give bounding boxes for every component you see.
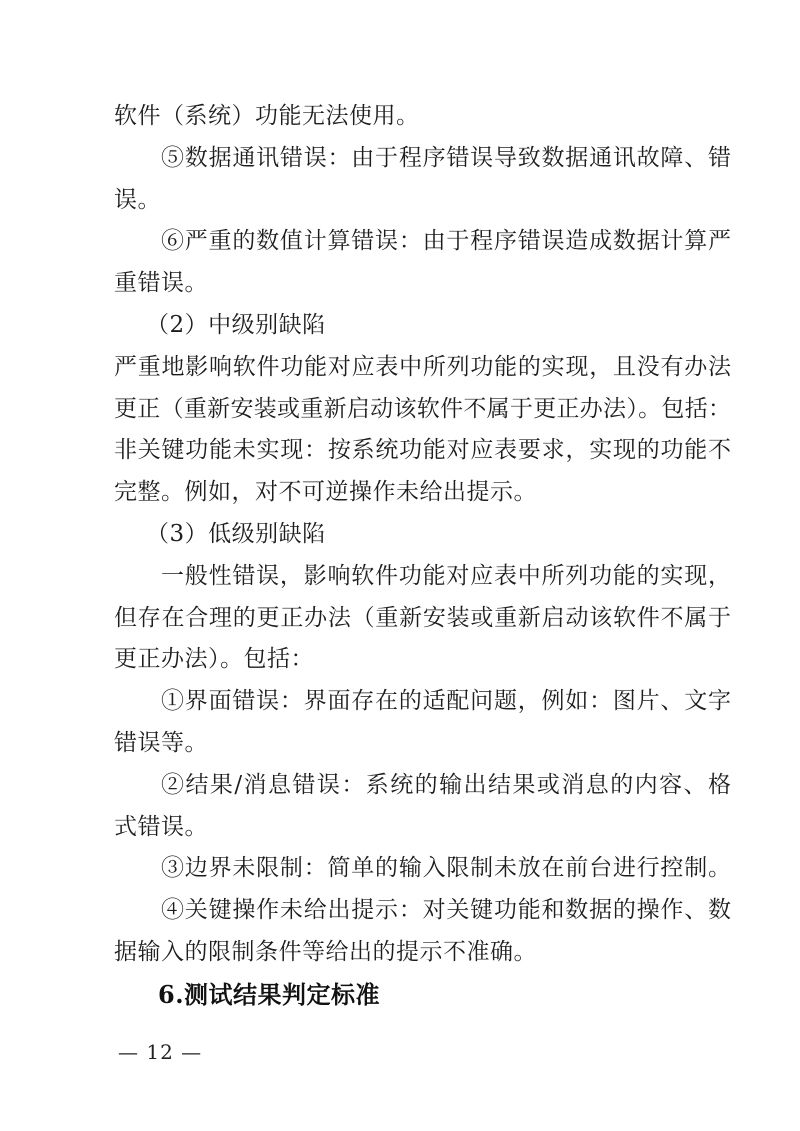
page-number: — 12 — (118, 1040, 203, 1064)
text-line: 软件（系统）功能无法使用。 (114, 103, 420, 129)
text-line: 更正办法）。包括： (114, 646, 314, 673)
text-line: （2）中级别缺陷 (146, 311, 326, 338)
text-line: ⑤数据通讯错误：由于程序错误导致数据通讯故障、错 (161, 144, 731, 171)
text-line: 式错误。 (114, 813, 208, 840)
text-line: 但存在合理的更正办法（重新安装或重新启动该软件不属于 (114, 604, 731, 631)
section-heading: 6.测试结果判定标准 (158, 979, 381, 1009)
text-line: （3）低级别缺陷 (146, 520, 326, 547)
text-line: ①界面错误：界面存在的适配问题，例如：图片、文字 (161, 688, 731, 715)
text-line: 一般性错误，影响软件功能对应表中所列功能的实现， (161, 562, 731, 589)
text-line: 误。 (114, 186, 161, 213)
text-line: 完整。例如，对不可逆操作未给出提示。 (114, 479, 537, 506)
text-line: ④关键操作未给出提示：对关键功能和数据的操作、数 (161, 897, 731, 924)
text-line: ②结果/消息错误：系统的输出结果或消息的内容、格 (161, 771, 731, 798)
text-line: 非关键功能未实现：按系统功能对应表要求，实现的功能不 (114, 437, 731, 464)
text-line: ⑥严重的数值计算错误：由于程序错误造成数据计算严 (161, 228, 731, 255)
text-line: 据输入的限制条件等给出的提示不准确。 (114, 938, 537, 965)
document-text-block (114, 96, 731, 1016)
text-line: 严重地影响软件功能对应表中所列功能的实现，且没有办法 (114, 353, 731, 380)
text-line: ③边界未限制：简单的输入限制未放在前台进行控制。 (161, 855, 731, 882)
text-line: 重错误。 (114, 270, 208, 297)
text-line: 更正（重新安装或重新启动该软件不属于更正办法）。包括： (114, 395, 731, 422)
text-line: 错误等。 (114, 729, 208, 756)
